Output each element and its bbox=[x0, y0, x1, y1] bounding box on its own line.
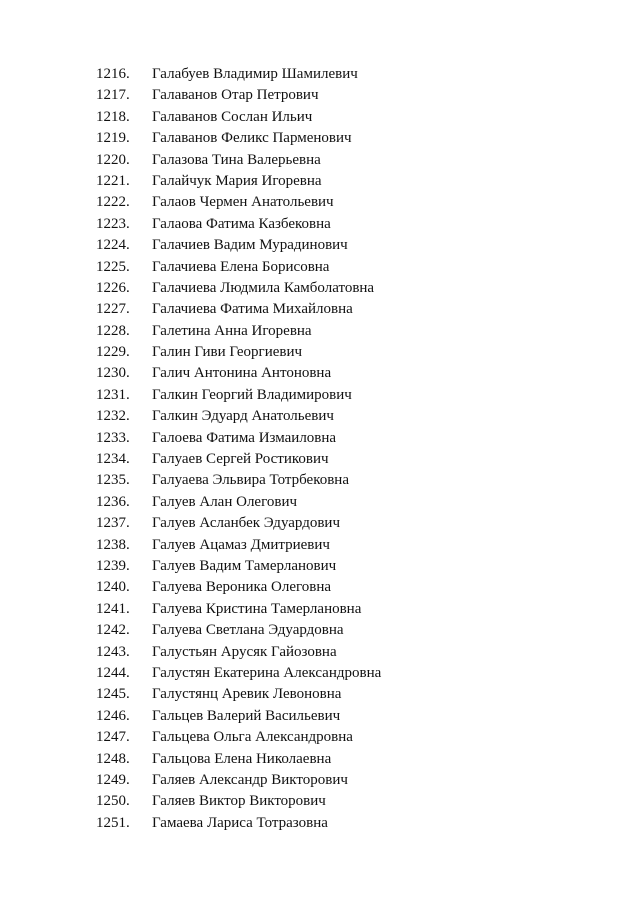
list-item bbox=[96, 770, 596, 791]
entry-name: Галуев Алан Олегович bbox=[152, 493, 298, 510]
entry-name: Галаова Фатима Казбековна bbox=[152, 215, 331, 232]
entry-number: 1246. bbox=[96, 707, 130, 724]
entry-name: Галазова Тина Валерьевна bbox=[152, 151, 321, 168]
list-item bbox=[96, 85, 596, 106]
entry-name: Галуева Вероника Олеговна bbox=[152, 579, 332, 596]
list-item bbox=[96, 107, 596, 128]
list-item bbox=[96, 321, 596, 342]
list-item bbox=[96, 257, 596, 278]
entry-number: 1239. bbox=[96, 557, 130, 574]
entry-name: Галоева Фатима Измаиловна bbox=[152, 429, 337, 446]
entry-name: Гальцова Елена Николаевна bbox=[152, 750, 332, 767]
list-item bbox=[96, 342, 596, 363]
entry-name: Галачиева Фатима Михайловна bbox=[152, 301, 353, 318]
entry-number: 1229. bbox=[96, 344, 130, 361]
list-item bbox=[96, 385, 596, 406]
entry-number: 1219. bbox=[96, 130, 130, 147]
list-item bbox=[96, 278, 596, 299]
list-item bbox=[96, 299, 596, 320]
entry-number: 1217. bbox=[96, 87, 130, 104]
entry-name: Галаванов Феликс Парменович bbox=[152, 130, 352, 147]
list-item bbox=[96, 128, 596, 149]
entry-name: Галуев Асланбек Эдуардович bbox=[152, 515, 340, 532]
entry-name: Галуаев Сергей Ростикович bbox=[152, 451, 329, 468]
entry-number: 1225. bbox=[96, 258, 130, 275]
list-item bbox=[96, 470, 596, 491]
list-item bbox=[96, 577, 596, 598]
entry-name: Галачиев Вадим Мурадинович bbox=[152, 237, 348, 254]
entry-number: 1228. bbox=[96, 322, 130, 339]
list-item bbox=[96, 363, 596, 384]
list-item bbox=[96, 492, 596, 513]
list-item bbox=[96, 620, 596, 641]
list-item bbox=[96, 235, 596, 256]
entry-number: 1227. bbox=[96, 301, 130, 318]
entry-name: Галаов Чермен Анатольевич bbox=[152, 194, 334, 211]
entry-number: 1240. bbox=[96, 579, 130, 596]
entry-name: Галустьян Арусяк Гайозовна bbox=[152, 643, 337, 660]
entry-name: Гамаева Лариса Тотразовна bbox=[152, 814, 328, 831]
list-item bbox=[96, 64, 596, 85]
entry-number: 1220. bbox=[96, 151, 130, 168]
entry-name: Гальцева Ольга Александровна bbox=[152, 729, 353, 746]
entry-number: 1241. bbox=[96, 600, 130, 617]
entry-name: Галкин Эдуард Анатольевич bbox=[152, 408, 334, 425]
list-item bbox=[96, 684, 596, 705]
entry-number: 1234. bbox=[96, 451, 130, 468]
entry-number: 1251. bbox=[96, 814, 130, 831]
entry-number: 1245. bbox=[96, 686, 130, 703]
entry-name: Галачиева Елена Борисовна bbox=[152, 258, 330, 275]
entry-name: Галустянц Аревик Левоновна bbox=[152, 686, 342, 703]
list-item bbox=[96, 706, 596, 727]
entry-name: Гальцев Валерий Васильевич bbox=[152, 707, 341, 724]
list-item bbox=[96, 449, 596, 470]
list-item bbox=[96, 749, 596, 770]
entry-name: Галустян Екатерина Александровна bbox=[152, 664, 382, 681]
entry-name: Галаванов Сослан Ильич bbox=[152, 108, 313, 125]
entry-name: Галич Антонина Антоновна bbox=[152, 365, 332, 382]
entry-number: 1233. bbox=[96, 429, 130, 446]
entry-number: 1226. bbox=[96, 279, 130, 296]
entry-number: 1221. bbox=[96, 172, 130, 189]
list-item bbox=[96, 599, 596, 620]
entry-number: 1250. bbox=[96, 793, 130, 810]
entry-number: 1218. bbox=[96, 108, 130, 125]
entry-name: Галяев Виктор Викторович bbox=[152, 793, 326, 810]
entry-number: 1247. bbox=[96, 729, 130, 746]
entry-number: 1223. bbox=[96, 215, 130, 232]
entry-name: Галуев Вадим Тамерланович bbox=[152, 557, 337, 574]
entry-name: Галетина Анна Игоревна bbox=[152, 322, 312, 339]
entry-number: 1242. bbox=[96, 622, 130, 639]
entry-number: 1249. bbox=[96, 771, 130, 788]
entry-number: 1244. bbox=[96, 664, 130, 681]
entry-number: 1248. bbox=[96, 750, 130, 767]
entry-number: 1230. bbox=[96, 365, 130, 382]
list-item bbox=[96, 727, 596, 748]
entry-number: 1238. bbox=[96, 536, 130, 553]
list-item bbox=[96, 556, 596, 577]
entry-name: Галяев Александр Викторович bbox=[152, 771, 348, 788]
list-item bbox=[96, 513, 596, 534]
list-item bbox=[96, 791, 596, 812]
entry-name: Галуаева Эльвира Тотрбековна bbox=[152, 472, 349, 489]
list-item bbox=[96, 535, 596, 556]
entry-number: 1232. bbox=[96, 408, 130, 425]
entry-name: Галаванов Отар Петрович bbox=[152, 87, 319, 104]
entry-number: 1224. bbox=[96, 237, 130, 254]
list-item bbox=[96, 171, 596, 192]
list-item bbox=[96, 150, 596, 171]
entry-name: Галуев Ацамаз Дмитриевич bbox=[152, 536, 330, 553]
name-list bbox=[96, 64, 596, 834]
entry-name: Галабуев Владимир Шамилевич bbox=[152, 66, 358, 82]
entry-name: Галайчук Мария Игоревна bbox=[152, 172, 322, 189]
entry-number: 1231. bbox=[96, 386, 130, 403]
list-item bbox=[96, 642, 596, 663]
list-item bbox=[96, 406, 596, 427]
entry-name: Галачиева Людмила Камболатовна bbox=[152, 279, 375, 296]
entry-number: 1237. bbox=[96, 515, 130, 532]
entry-number: 1236. bbox=[96, 493, 130, 510]
list-item bbox=[96, 813, 596, 834]
list-item bbox=[96, 214, 596, 235]
entry-name: Галин Гиви Георгиевич bbox=[152, 344, 303, 361]
entry-number: 1235. bbox=[96, 472, 130, 489]
entry-number: 1243. bbox=[96, 643, 130, 660]
entry-name: Галуева Кристина Тамерлановна bbox=[152, 600, 362, 617]
list-item bbox=[96, 663, 596, 684]
list-item bbox=[96, 428, 596, 449]
entry-name: Галуева Светлана Эдуардовна bbox=[152, 622, 344, 639]
list-item bbox=[96, 192, 596, 213]
entry-number: 1216. bbox=[96, 66, 130, 82]
entry-name: Галкин Георгий Владимирович bbox=[152, 386, 352, 403]
entry-number: 1222. bbox=[96, 194, 130, 211]
